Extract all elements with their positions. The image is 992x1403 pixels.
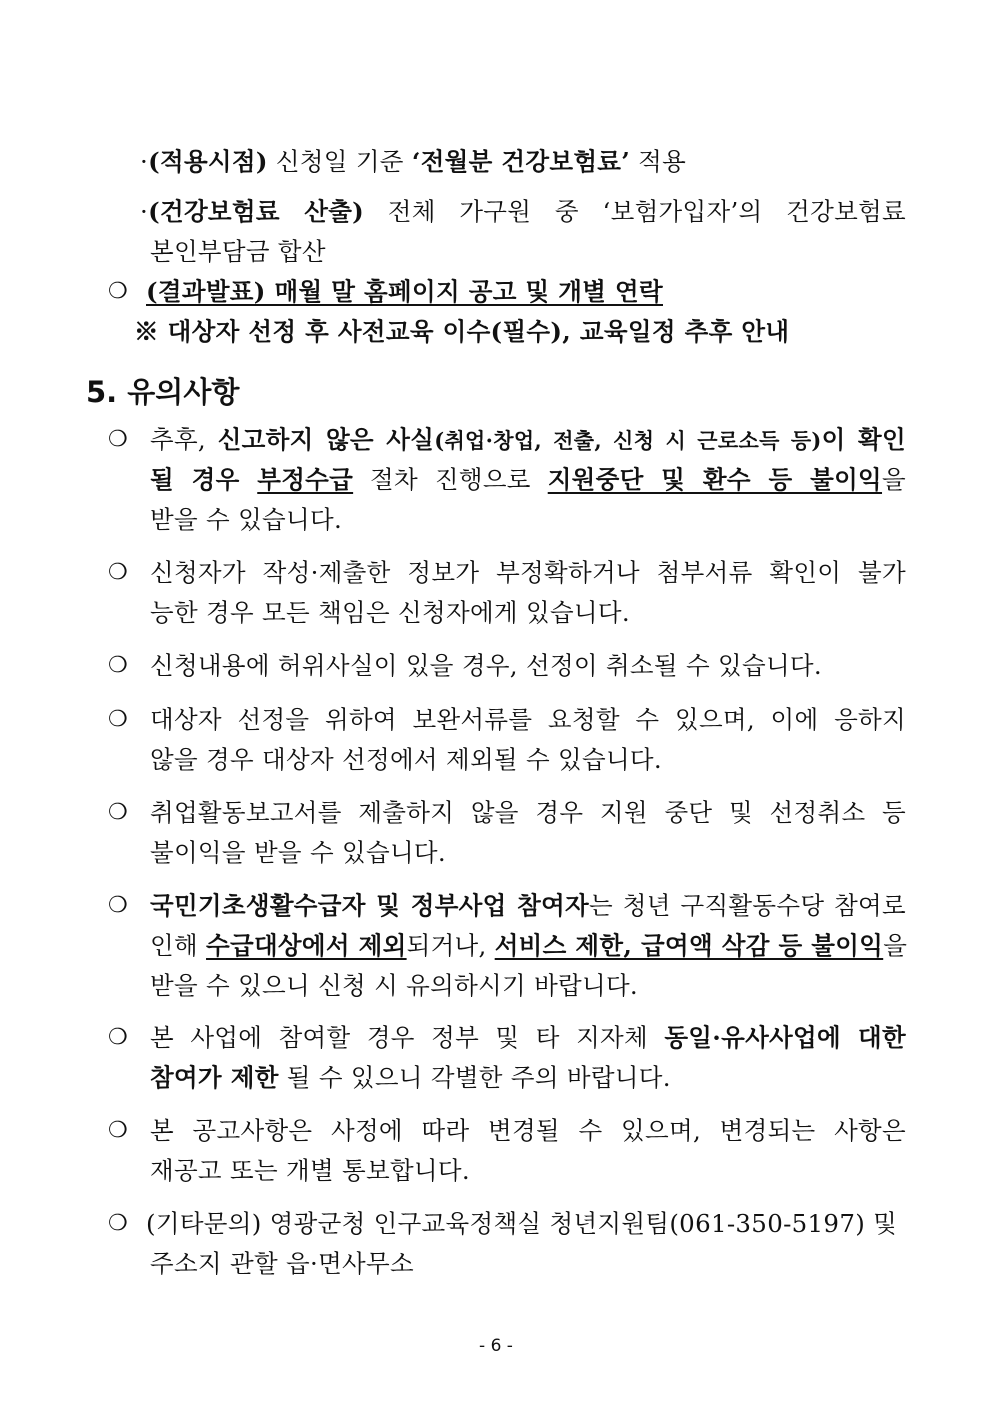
notice1-line1: 추후, 신고하지 않은 사실(취업·창업, 전출, 신청 시 근로소득 등)이 확인 [150, 425, 906, 454]
notice7-line1: 본 사업에 참여할 경우 정부 및 타 지자체 동일·유사사업에 대한 [150, 1023, 906, 1052]
notice9-line2: 주소지 관할 읍·면사무소 [150, 1249, 414, 1278]
circle-bullet: ❍ [108, 560, 128, 585]
circle-bullet: ❍ [108, 1025, 128, 1050]
notice4-line2: 않을 경우 대상자 선정에서 제외될 수 있습니다. [150, 745, 662, 774]
circle-bullet: ❍ [108, 653, 128, 678]
notice5-line2: 불이익을 받을 수 있습니다. [150, 838, 446, 867]
apply-date-label: (적용시점) [148, 147, 268, 176]
notice6-line1: 국민기초생활수급자 및 정부사업 참여자는 청년 구직활동수당 참여로 [150, 891, 906, 920]
bullet-dot: · [140, 197, 149, 226]
insurance-calc-line1 [140, 196, 906, 228]
circle-bullet: ❍ [108, 707, 128, 732]
notice1-line2: 될 경우 부정수급 절차 진행으로 지원중단 및 환수 등 불이익을 [150, 465, 906, 494]
notice8-line2: 재공고 또는 개별 통보합니다. [150, 1156, 470, 1185]
notice5-line1: 취업활동보고서를 제출하지 않을 경우 지원 중단 및 선정취소 등 [150, 798, 906, 827]
circle-bullet: ❍ [108, 279, 128, 304]
apply-date-text: 신청일 기준 [267, 147, 412, 176]
apply-date-bold: ‘전월분 건강보험료’ [411, 147, 631, 176]
circle-bullet: ❍ [108, 427, 128, 452]
circle-bullet: ❍ [108, 1211, 128, 1236]
insurance-calc-text: 전체 가구원 중 ‘보험가입자’의 건강보험료 [364, 197, 906, 226]
education-note: ※ 대상자 선정 후 사전교육 이수(필수), 교육일정 추후 안내 [134, 317, 790, 346]
insurance-calc-label: (건강보험료 산출) [148, 197, 365, 226]
circle-bullet: ❍ [108, 1118, 128, 1143]
notice7-line2: 참여가 제한 될 수 있으니 각별한 주의 바랍니다. [150, 1063, 671, 1092]
apply-date-tail: 적용 [630, 147, 687, 176]
notice9-line1: (기타문의) 영광군청 인구교육정책실 청년지원팀(061-350-5197) 및 [146, 1209, 898, 1238]
circle-bullet: ❍ [108, 800, 128, 825]
results-announcement: (결과발표) 매월 말 홈페이지 공고 및 개별 연락 [146, 277, 663, 306]
apply-date-item [140, 146, 686, 178]
notice2-line2: 능한 경우 모든 책임은 신청자에게 있습니다. [150, 598, 630, 627]
insurance-calc-line2: 본인부담금 합산 [150, 237, 326, 266]
page-number: - 6 - [479, 1336, 513, 1356]
notice3-line1: 신청내용에 허위사실이 있을 경우, 선정이 취소될 수 있습니다. [150, 651, 822, 680]
notice8-line1: 본 공고사항은 사정에 따라 변경될 수 있으며, 변경되는 사항은 [150, 1116, 906, 1145]
notice6-line2: 인해 수급대상에서 제외되거나, 서비스 제한, 급여액 삭감 등 불이익을 [150, 931, 908, 960]
bullet-dot: · [140, 147, 149, 176]
section-heading: 5. 유의사항 [86, 375, 240, 409]
notice4-line1: 대상자 선정을 위하여 보완서류를 요청할 수 있으며, 이에 응하지 [150, 705, 906, 734]
circle-bullet: ❍ [108, 893, 128, 918]
notice2-line1: 신청자가 작성·제출한 정보가 부정확하거나 첨부서류 확인이 불가 [150, 558, 906, 587]
notice1-line3: 받을 수 있습니다. [150, 505, 343, 534]
notice6-line3: 받을 수 있으니 신청 시 유의하시기 바랍니다. [150, 971, 639, 1000]
